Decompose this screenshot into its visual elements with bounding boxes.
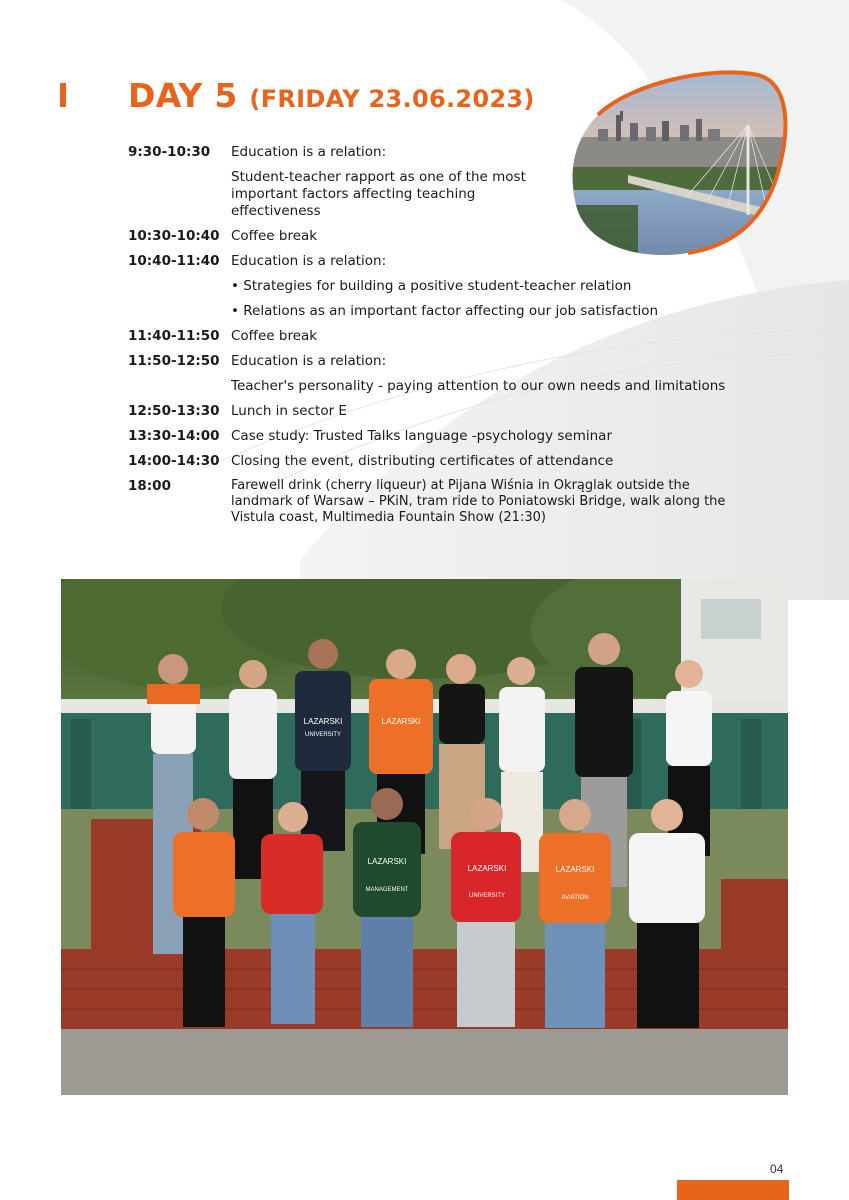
hoodie-print: UNIVERSITY <box>304 732 342 738</box>
schedule-time: 11:50-12:50 <box>128 353 220 369</box>
schedule-activity <box>231 353 738 395</box>
schedule-row <box>128 253 738 320</box>
schedule-time: 10:40-11:40 <box>128 253 220 269</box>
schedule-row <box>128 453 738 470</box>
schedule-activity <box>231 403 738 420</box>
activity-line: Education is a relation: <box>231 353 387 369</box>
schedule-activity <box>231 478 738 526</box>
schedule-time: 14:00-14:30 <box>128 453 220 469</box>
schedule-activity <box>231 228 738 245</box>
schedule-row <box>128 228 738 245</box>
activity-line: Case study: Trusted Talks language -psychology seminar <box>231 428 612 444</box>
schedule-activity <box>231 453 738 470</box>
day-date: (FRIDAY 23.06.2023) <box>249 85 535 113</box>
activity-line: Education is a relation: <box>231 253 387 269</box>
hoodie-print: UNIVERSITY <box>468 893 506 899</box>
activity-line: Coffee break <box>231 328 318 344</box>
activity-line: • Strategies for building a positive student-teacher relation <box>231 278 632 294</box>
activity-line: Education is a relation: <box>231 144 387 160</box>
activity-line: Teacher's personality - paying attention to our own needs and limitations <box>231 378 726 394</box>
activity-line: Coffee break <box>231 228 318 244</box>
hoodie-print: LAZARSKI <box>467 864 507 873</box>
hoodie-print: LAZARSKI <box>555 865 595 874</box>
hoodie-print: MANAGEMENT <box>365 887 409 893</box>
page-title <box>128 76 535 115</box>
schedule-time: 9:30-10:30 <box>128 144 211 160</box>
footer-accent <box>677 1180 789 1200</box>
schedule-row <box>128 478 738 526</box>
schedule-activity <box>231 253 738 320</box>
schedule-row <box>128 328 738 345</box>
hoodie-print: LAZARSKI <box>303 717 343 726</box>
activity-line: Closing the event, distributing certificates of attendance <box>231 453 614 469</box>
day-label: DAY 5 <box>128 76 238 115</box>
schedule-row <box>128 353 738 395</box>
activity-line: Lunch in sector E <box>231 403 347 419</box>
schedule-activity <box>231 144 738 220</box>
schedule-time: 10:30-10:40 <box>128 228 220 244</box>
schedule-activity <box>231 328 738 345</box>
schedule-row <box>128 403 738 420</box>
activity-line: Farewell drink (cherry liqueur) at Pijana Wiśnia in Okrąglak outside the landmark of Warsaw – PKiN, tram ride to Poniatowski Bridge, walk along the Vistula coast, Multimedia Fountain Show (21:30) <box>231 478 726 525</box>
schedule-list <box>128 144 738 534</box>
schedule-row <box>128 144 738 220</box>
schedule-time: 18:00 <box>128 478 171 494</box>
group-photo <box>61 579 788 1095</box>
hoodie-print: LAZARSKI <box>367 857 407 866</box>
schedule-time: 13:30-14:00 <box>128 428 220 444</box>
schedule-time: 11:40-11:50 <box>128 328 220 344</box>
hoodie-print: AVIATION <box>561 895 589 901</box>
schedule-time: 12:50-13:30 <box>128 403 220 419</box>
hoodie-print: LAZARSKI <box>381 717 421 726</box>
section-marker <box>60 83 66 107</box>
schedule-activity <box>231 428 738 445</box>
activity-line: • Relations as an important factor affecting our job satisfaction <box>231 303 659 319</box>
activity-line: Student-teacher rapport as one of the most important factors affecting teaching effectiveness <box>231 169 526 219</box>
schedule-row <box>128 428 738 445</box>
page-number: 04 <box>770 1162 784 1176</box>
